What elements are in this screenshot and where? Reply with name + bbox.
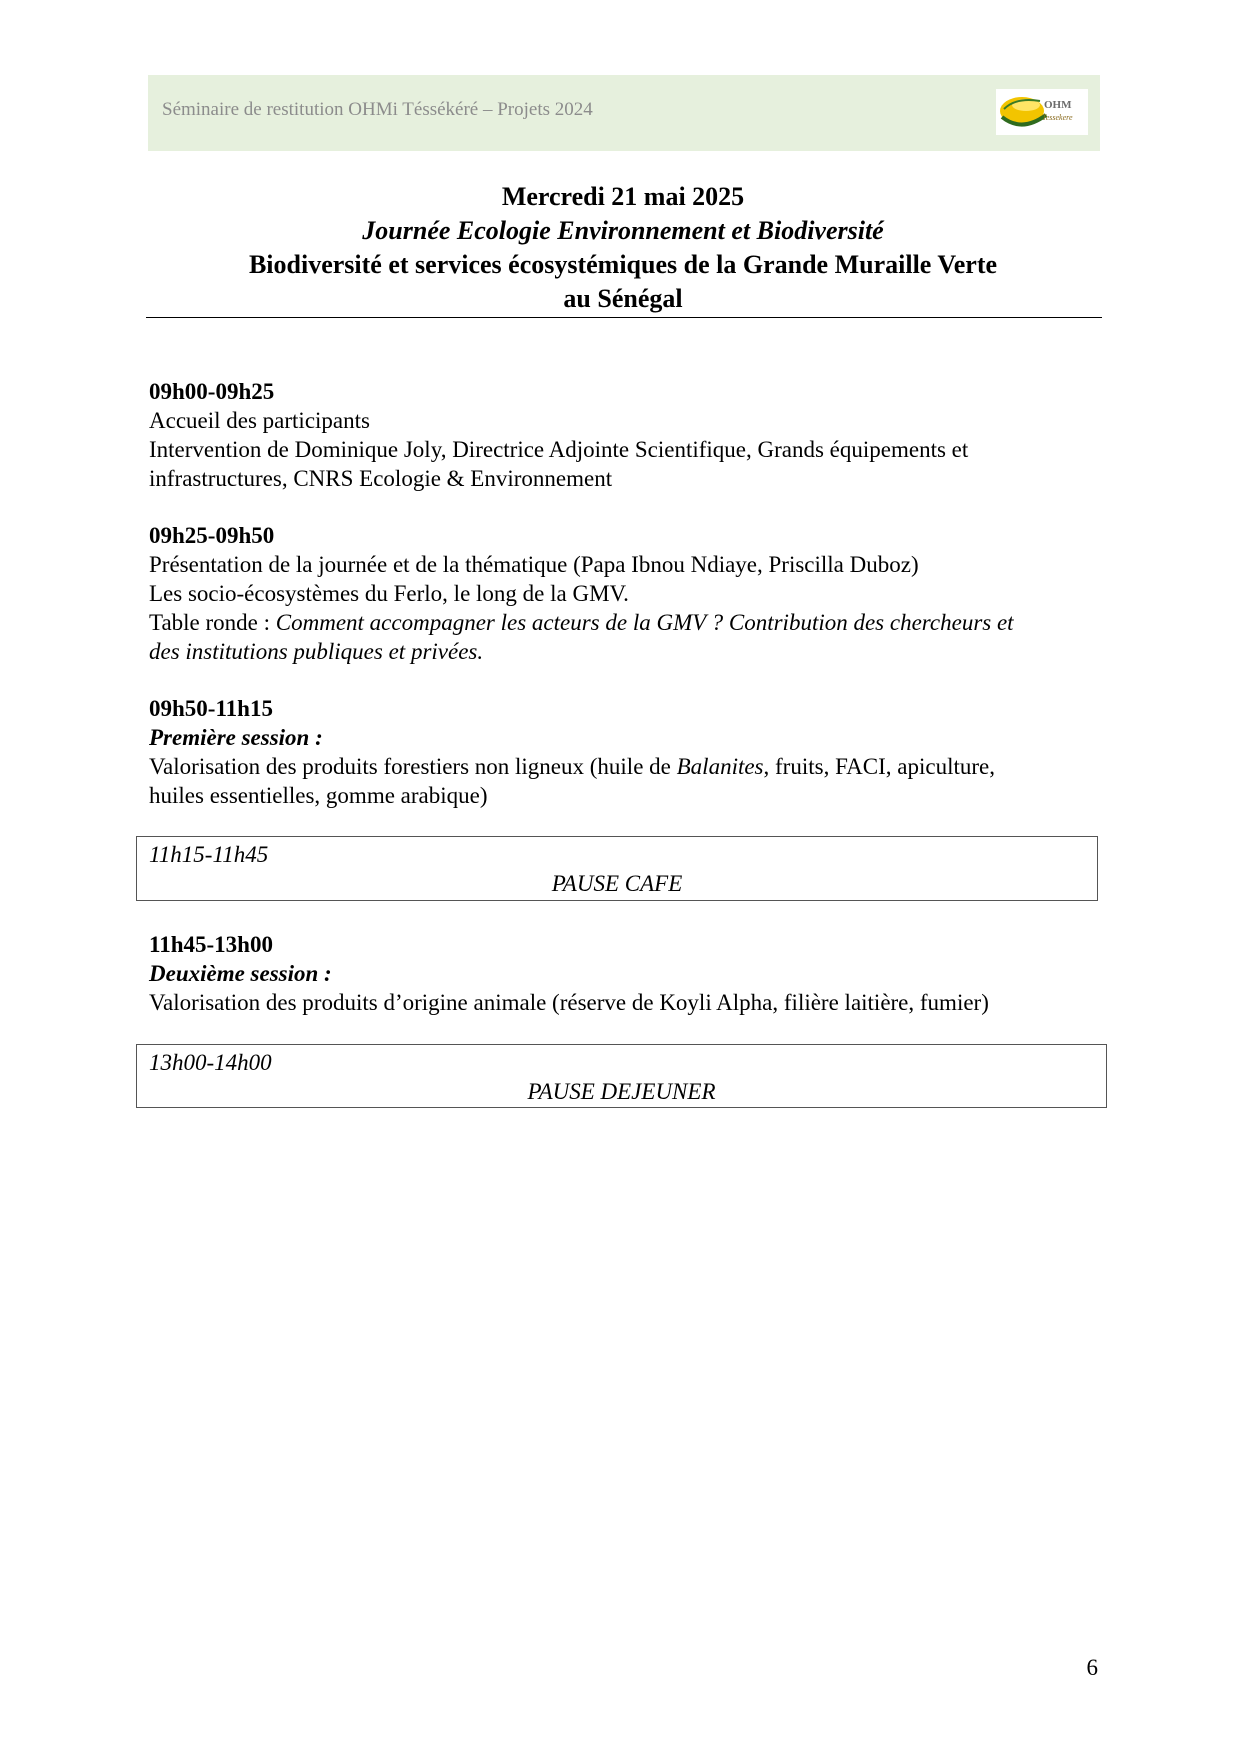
event-theme: Journée Ecologie Environnement et Biodiversité [362,216,884,245]
pause-time: 13h00-14h00 [149,1050,272,1075]
pause-time: 11h15-11h45 [149,842,269,867]
session-line: Les socio-écosystèmes du Ferlo, le long de la GMV. [149,581,629,606]
header-band [148,75,1100,151]
session-line: Intervention de Dominique Joly, Directrice Adjointe Scientifique, Grands équipements et [149,437,969,462]
ohm-logo [996,89,1088,135]
session-time: 09h00-09h25 [149,379,275,404]
session-time: 11h45-13h00 [149,932,273,957]
roundtable-question: Comment accompagner les acteurs de la GMV ? Contribution des chercheurs et [275,610,1014,635]
event-subject-line2: au Sénégal [563,284,683,313]
logo-subtext: Tessekere [1042,113,1073,122]
species-name: Balanites [676,754,764,779]
session-time: 09h25-09h50 [149,523,275,548]
session-line: Présentation de la journée et de la thématique (Papa Ibnou Ndiaye, Priscilla Duboz) [149,552,919,577]
session-time: 09h50-11h15 [149,696,273,721]
session-0950 [149,694,1109,810]
roundtable-question-cont: des institutions publiques et privées. [149,639,484,664]
header-title: Séminaire de restitution OHMi Téssékéré – Projets 2024 [162,99,593,120]
session-line: huiles essentielles, gomme arabique) [149,783,488,808]
session-0925 [149,521,1109,666]
logo-text: OHM [1044,99,1072,111]
roundtable-line [149,608,1109,637]
pause-box-dejeuner [136,1044,1107,1108]
event-subject-line1: Biodiversité et services écosystémiques de la Grande Muraille Verte [248,250,998,279]
title-block [146,180,1100,316]
event-date: Mercredi 21 mai 2025 [501,182,745,211]
session-subtitle: Deuxième session : [149,961,332,986]
session-1145 [149,930,1109,1017]
session-0900 [149,377,1109,493]
session-line [149,752,1109,781]
pause-label: PAUSE DEJEUNER [527,1079,716,1104]
session-text: Valorisation des produits forestiers non ligneux (huile de [149,754,677,779]
title-divider [146,317,1102,318]
pause-box-cafe [136,836,1098,901]
ohm-logo-icon [996,89,1088,135]
page-number: 6 [1086,1655,1098,1680]
roundtable-prefix: Table ronde : [149,610,276,635]
session-line: infrastructures, CNRS Ecologie & Environnement [149,466,613,491]
session-text: , fruits, FACI, apiculture, [763,754,995,779]
pause-label: PAUSE CAFE [551,871,683,896]
session-subtitle: Première session : [149,725,323,750]
session-line: Valorisation des produits d’origine animale (réserve de Koyli Alpha, filière laitière, fumier) [149,990,989,1015]
session-line: Accueil des participants [149,408,370,433]
